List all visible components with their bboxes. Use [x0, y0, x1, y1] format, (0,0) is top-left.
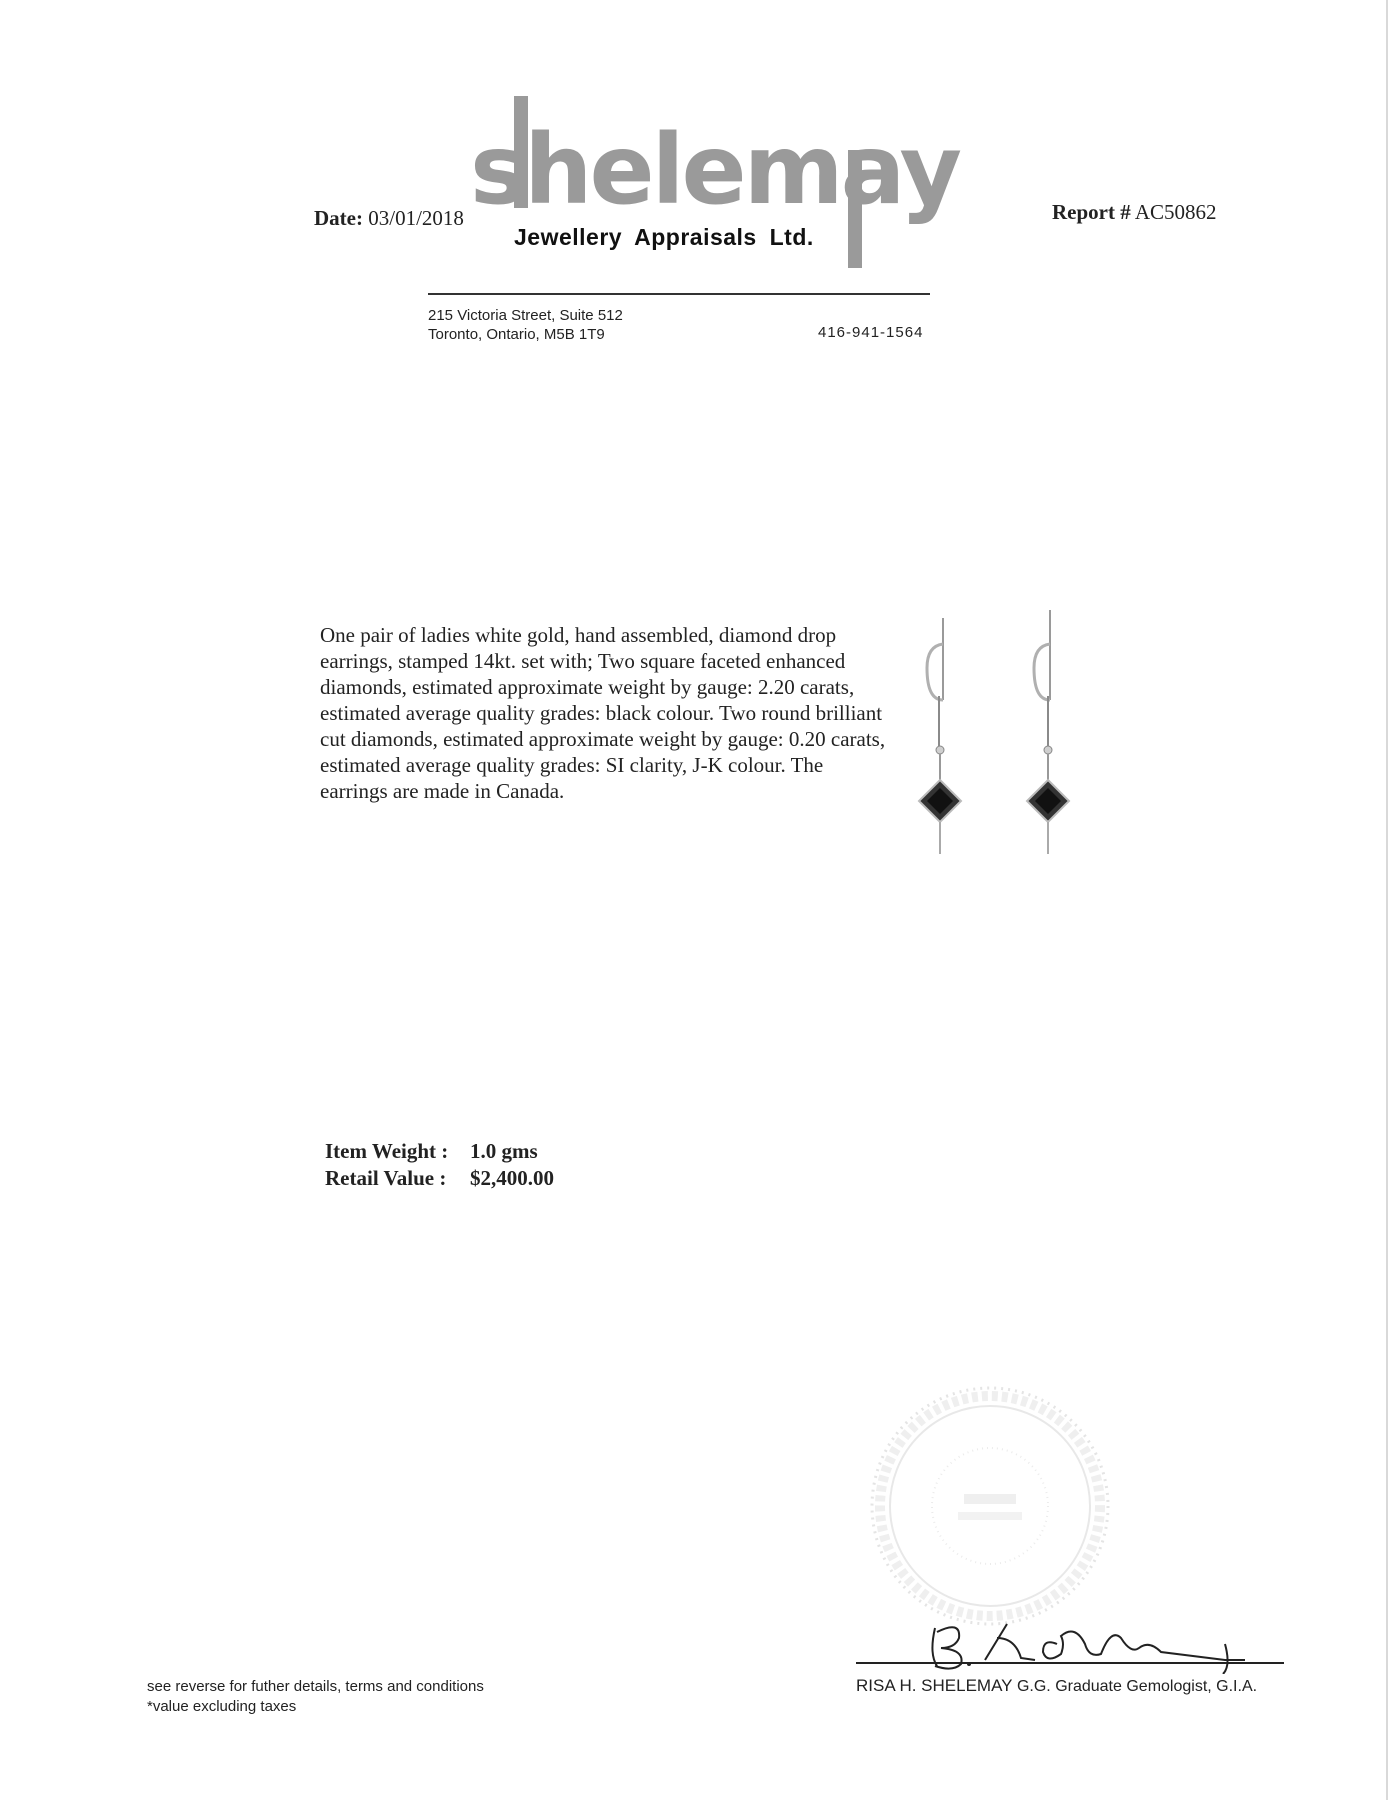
earrings-photo [915, 604, 1095, 860]
item-weight-value: 1.0 gms [470, 1139, 538, 1163]
retail-value-label: Retail Value : [325, 1166, 447, 1190]
address-line-2: Toronto, Ontario, M5B 1T9 [428, 326, 605, 343]
signature-line [856, 1662, 1284, 1664]
header-divider [428, 293, 930, 295]
company-logo [470, 96, 960, 276]
signatory: RISA H. SHELEMAY G.G. Graduate Gemologist, G.I.A. [856, 1676, 1258, 1695]
footer-tax-note: *value excluding taxes [147, 1698, 297, 1715]
footer-terms-note: see reverse for futher details, terms and conditions [147, 1678, 484, 1695]
address-line-1: 215 Victoria Street, Suite 512 [428, 307, 623, 324]
handwritten-signature [925, 1614, 1265, 1674]
report-date: Date: 03/01/2018 [314, 206, 464, 230]
page-edge [1386, 0, 1388, 1800]
phone-number: 416-941-1564 [818, 324, 924, 341]
right-earring [1027, 610, 1069, 854]
logo-tagline: Jewellery Appraisals Ltd. [514, 224, 814, 250]
retail-value-value: $2,400.00 [470, 1166, 554, 1190]
embossed-seal [866, 1382, 1114, 1630]
item-weight-label: Item Weight : [325, 1139, 449, 1163]
report-number: Report # AC50862 [1052, 200, 1217, 224]
left-earring [919, 618, 961, 854]
item-description: One pair of ladies white gold, hand assembled, diamond drop earrings, stamped 14kt. set with; Two square faceted enhanced diamonds, estimated approximate weight by gauge: 2.20 carats, estimated average quality grades: black colour. Two round brilliant cut diamonds, estimated approximate weight by gauge: 0.20 carats, estimated average quality grades: SI clarity, J-K colour. The earrings are made in Canada. [320, 623, 886, 803]
logo-wordmark: shelemay [470, 114, 960, 226]
